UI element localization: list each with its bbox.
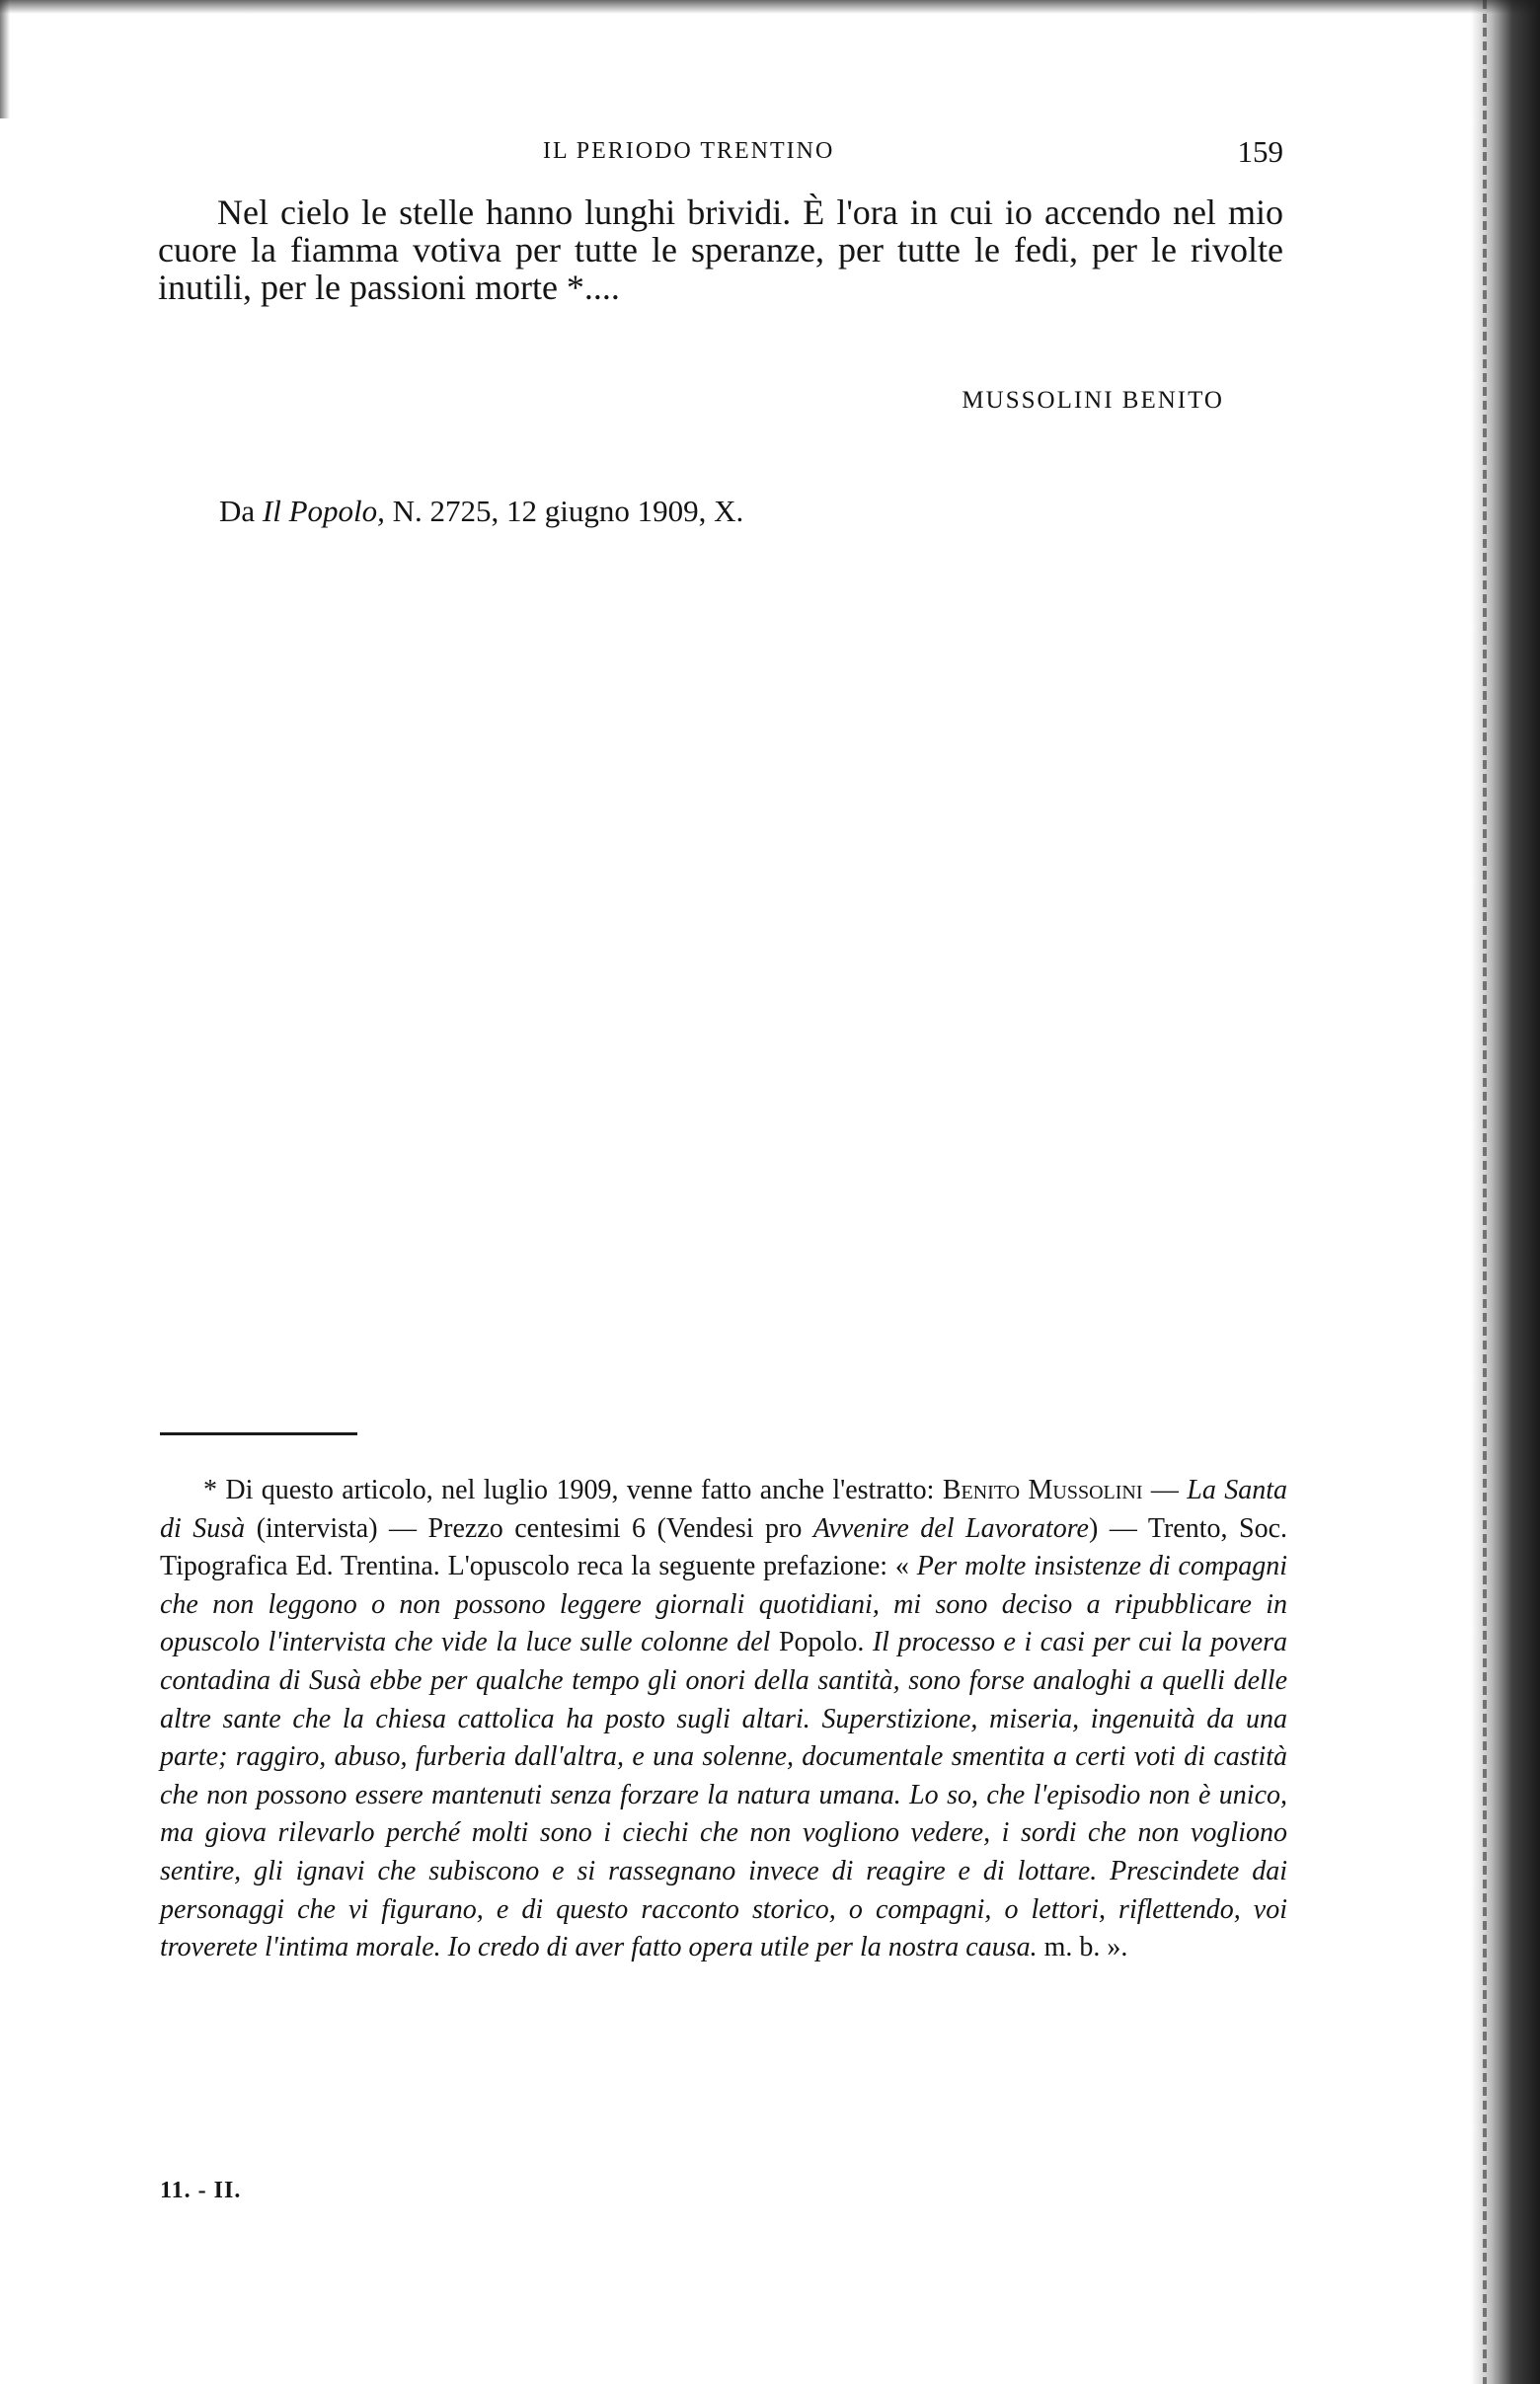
footnote-author: Benito Mussolini bbox=[942, 1475, 1143, 1505]
footnote-preface-1: Per molte insistenze di compagni che non leggono o non possono leggere giornali quotidiani, mi sono deciso a ripubblicare in opuscolo l'intervista che vide la luce sulle colonne del bbox=[160, 1551, 1287, 1658]
page-number: 159 bbox=[1237, 134, 1283, 169]
footnote bbox=[160, 1472, 1287, 1967]
footnote-preface-2: Il processo e i casi per cui la povera contadina di Susà ebbe per qualche tempo gli onori della santità, sono forse analoghi a quelli delle altre sante che la chiesa cattolica ha posto sugli altari. Superstizione, miseria, ingenuità da una parte; raggiro, abuso, furberia dall'altra, e una solenne, documentale smentita a certi voti di castità che non possono essere mantenuti senza forzare la natura umana. Lo so, che l'episodio non è unico, ma giova rilevarlo perché molti sono i ciechi che non vogliono vedere, i sordi che non vogliono sentire, gli ignavi che subiscono e si rassegnano invece di reagire e di lottare. Prescindete dai personaggi che vi figurano, e di questo racconto storico, o compagni, o lettori, riflettendo, voi troverete l'intima morale. Io credo di aver fatto opera utile per la nostra causa. bbox=[160, 1627, 1288, 1963]
page-header bbox=[158, 134, 1283, 174]
footnote-title: La Santa di Susà bbox=[160, 1475, 1287, 1544]
footnote-publication: Avvenire del Lavoratore bbox=[812, 1512, 1089, 1544]
scan-edge-left bbox=[0, 0, 10, 118]
footnote-part1: * Di questo articolo, nel luglio 1909, venne fatto anche l'estratto: bbox=[203, 1475, 943, 1505]
source-journal: Il Popolo, bbox=[262, 494, 385, 528]
scan-edge-right bbox=[1471, 0, 1540, 2384]
body-paragraph: Nel cielo le stelle hanno lunghi brividi. È l'ora in cui io accendo nel mio cuore la fiamma votiva per tutte le speranze, per tutte le fedi, per le rivolte inutili, per le passioni morte *.... bbox=[158, 192, 1283, 307]
author-signature: MUSSOLINI BENITO bbox=[962, 387, 1224, 414]
source-rest: N. 2725, 12 giugno 1909, X. bbox=[384, 494, 744, 528]
footnote-part4: ) — Trento, Soc. Tipografica Ed. Trentina. L'opuscolo reca la seguente prefazione: « bbox=[160, 1512, 1287, 1582]
source-citation bbox=[219, 494, 743, 529]
source-prefix: Da bbox=[219, 494, 263, 528]
footnote-preface-journal: Popolo. bbox=[770, 1627, 873, 1658]
scan-edge-top bbox=[0, 0, 1540, 14]
footnote-closing: m. b. ». bbox=[1037, 1932, 1128, 1963]
footnote-part2: — bbox=[1142, 1475, 1188, 1505]
printer-signature-mark: 11. - II. bbox=[160, 2178, 242, 2203]
footnote-part3: (intervista) — Prezzo centesimi 6 (Vendesi pro bbox=[245, 1512, 813, 1544]
footnote-rule bbox=[160, 1432, 357, 1435]
running-head: IL PERIODO TRENTINO bbox=[543, 138, 835, 164]
